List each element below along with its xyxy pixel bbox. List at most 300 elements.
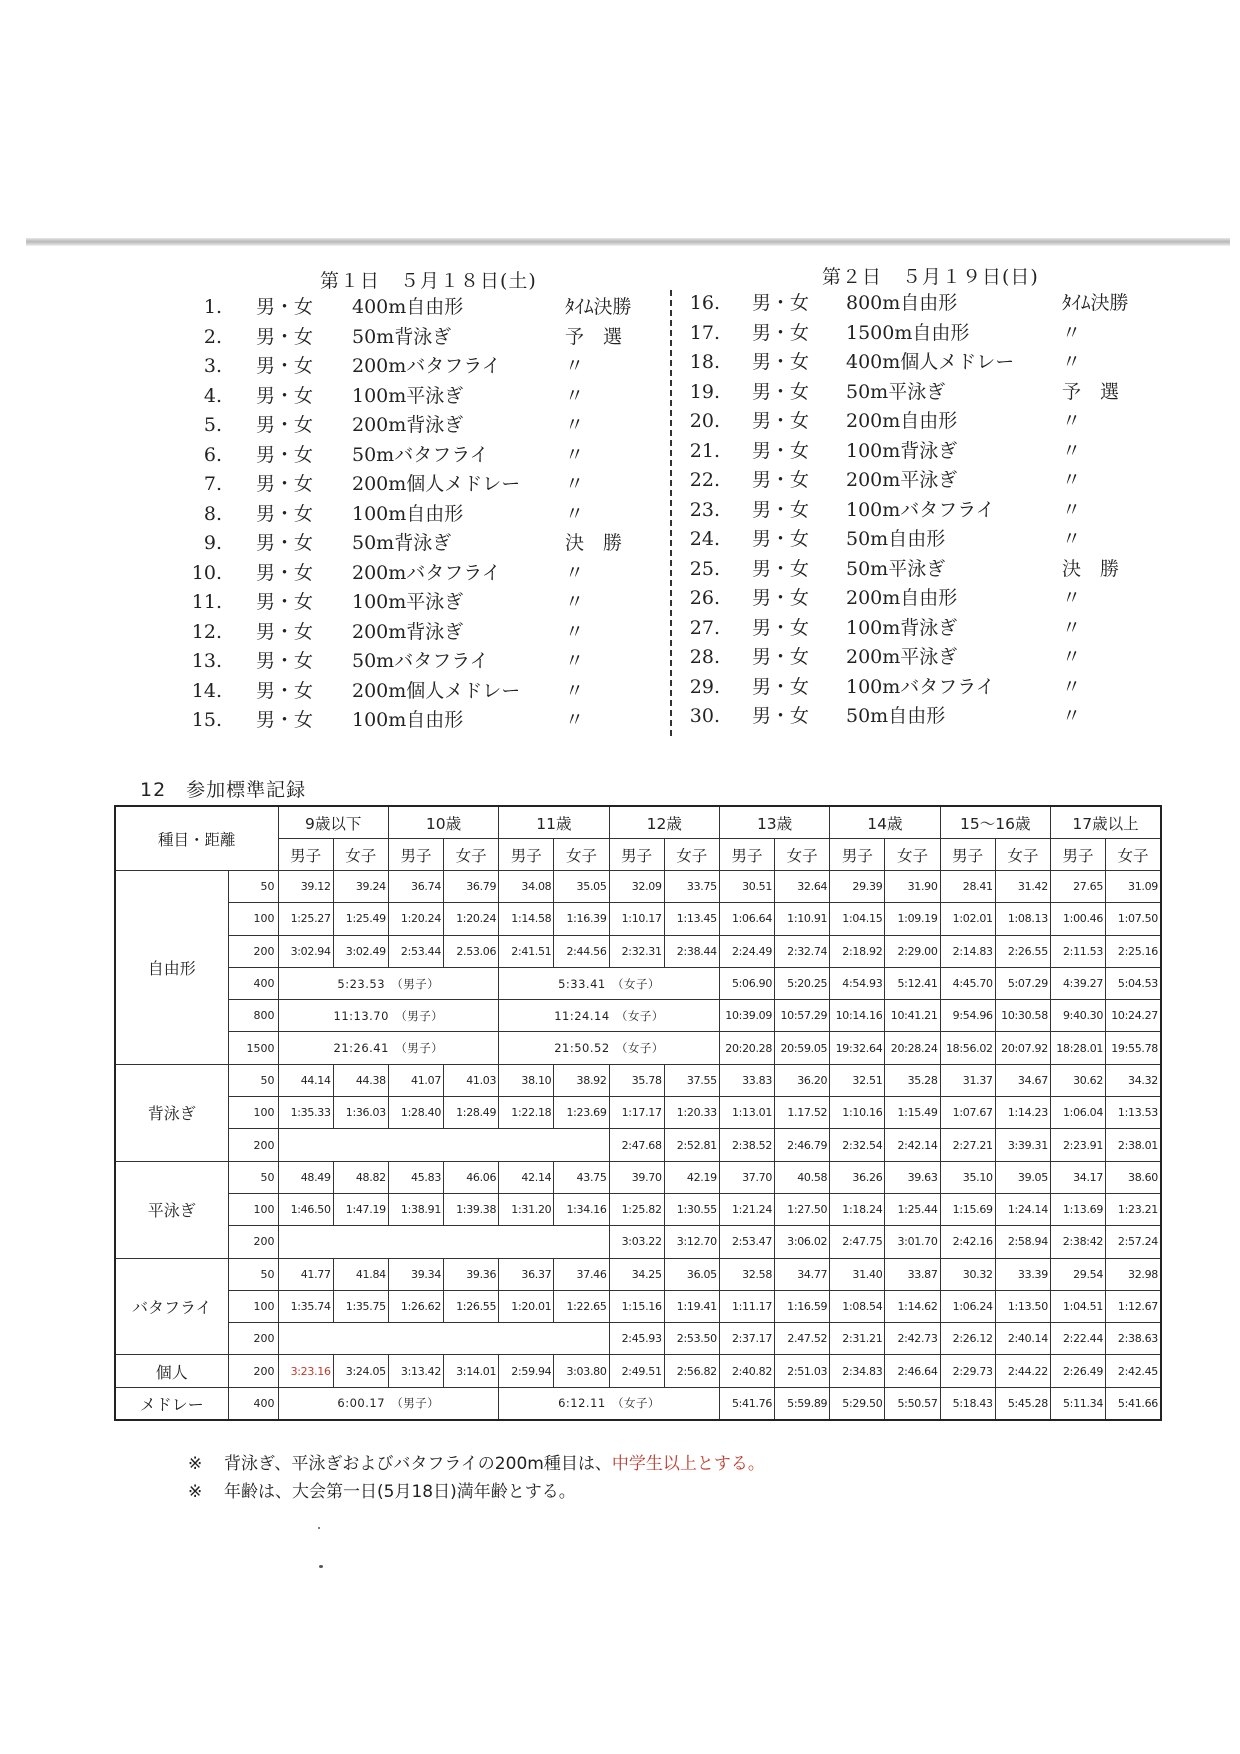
event-stage: 決 勝 <box>565 532 623 554</box>
event-sex: 男・女 <box>752 646 810 668</box>
record-time: 1:13.45 <box>664 903 719 935</box>
record-time: 2.47.52 <box>775 1323 830 1355</box>
record-time: 4:45.70 <box>940 967 995 999</box>
record-time: 1:38.91 <box>388 1193 443 1225</box>
record-time: 1:13.50 <box>995 1290 1050 1322</box>
record-time: 30.62 <box>1050 1064 1105 1096</box>
event-row <box>0 437 1240 467</box>
record-time: 1:11.17 <box>719 1290 774 1322</box>
event-name: 100mバタフライ <box>846 498 995 521</box>
distance: 1500 <box>228 1032 278 1064</box>
record-time: 2:37.17 <box>719 1323 774 1355</box>
record-time: 28.41 <box>940 871 995 903</box>
record-row <box>115 1193 1161 1225</box>
record-time: 3:13.42 <box>388 1355 443 1387</box>
event-number: 28. <box>689 646 720 668</box>
record-time: 36.26 <box>830 1161 885 1193</box>
record-time: 1:39.38 <box>444 1193 499 1225</box>
record-time: 10:41.21 <box>885 1000 940 1032</box>
standard-records-table-wrap <box>114 805 1162 1421</box>
record-time: 5:07.29 <box>995 967 1050 999</box>
record-time: 31.42 <box>995 871 1050 903</box>
header-female: 女子 <box>775 839 830 871</box>
event-stage: 〃 <box>1062 528 1082 550</box>
record-time: 1:26.62 <box>388 1290 443 1322</box>
event-name: 50mバタフライ <box>352 650 489 672</box>
record-time: 1:28.40 <box>388 1097 443 1129</box>
record-time: 39.05 <box>995 1161 1050 1193</box>
record-time: 41.07 <box>388 1064 443 1096</box>
record-time: 1:15.49 <box>885 1097 940 1129</box>
record-time: 45.83 <box>388 1161 443 1193</box>
record-time: 5:11.34 <box>1050 1387 1105 1420</box>
scan-edge-line <box>26 238 1230 246</box>
merged-record: 11:24.14 （女子） <box>499 1000 720 1032</box>
record-time: 3:06.02 <box>775 1226 830 1258</box>
event-name: 100m背泳ぎ <box>846 616 958 639</box>
event-sex: 男・女 <box>752 587 810 609</box>
record-time: 1:06.24 <box>940 1290 995 1322</box>
record-time: 2:42.73 <box>885 1323 940 1355</box>
record-time: 1:35.33 <box>278 1097 333 1129</box>
event-number: 19. <box>689 380 720 403</box>
event-stage: 予 選 <box>1062 380 1120 403</box>
record-time: 1:16.59 <box>775 1290 830 1322</box>
record-time: 3:14.01 <box>444 1355 499 1387</box>
record-time: 1:23.21 <box>1106 1193 1161 1225</box>
record-time: 34.77 <box>775 1258 830 1290</box>
event-row <box>0 584 1240 614</box>
event-stage: 〃 <box>1062 587 1082 609</box>
record-time: 20:20.28 <box>719 1032 774 1064</box>
record-time: 1:09.19 <box>885 903 940 935</box>
event-stage: 〃 <box>565 355 585 377</box>
event-row <box>0 466 1240 496</box>
merged-record: 11:13.70 （男子） <box>278 1000 499 1032</box>
event-sex: 男・女 <box>752 616 810 639</box>
event-name: 100m平泳ぎ <box>352 384 464 407</box>
event-stage: 〃 <box>565 620 585 643</box>
record-time: 34.17 <box>1050 1161 1105 1193</box>
event-stage: 〃 <box>1062 646 1082 668</box>
record-time: 2:56.82 <box>664 1355 719 1387</box>
record-row <box>115 1129 1161 1161</box>
event-number: 26. <box>689 587 720 609</box>
record-time: 5:45.28 <box>995 1387 1050 1420</box>
record-time: 2:53.47 <box>719 1226 774 1258</box>
distance: 50 <box>228 871 278 903</box>
event-name: 100mバタフライ <box>846 675 995 698</box>
event-row <box>0 525 1240 555</box>
distance: 50 <box>228 1064 278 1096</box>
record-time: 1:06.64 <box>719 903 774 935</box>
distance: 100 <box>228 1097 278 1129</box>
record-time: 44.38 <box>333 1064 388 1096</box>
record-time: 1:13.53 <box>1106 1097 1161 1129</box>
record-time: 35.78 <box>609 1064 664 1096</box>
record-time: 1:12.67 <box>1106 1290 1161 1322</box>
record-time: 3:02.49 <box>333 935 388 967</box>
event-name: 400m個人メドレー <box>846 351 1015 373</box>
record-time: 1:21.24 <box>719 1193 774 1225</box>
record-time: 5:06.90 <box>719 967 774 999</box>
event-row <box>0 643 1240 673</box>
record-time: 3:03.80 <box>554 1355 609 1387</box>
distance: 200 <box>228 935 278 967</box>
event-stage: 〃 <box>1062 469 1082 491</box>
record-time: 2:32.74 <box>775 935 830 967</box>
record-time: 2:51.03 <box>775 1355 830 1387</box>
header-age: 17歳以上 <box>1050 806 1161 839</box>
record-time: 33.87 <box>885 1258 940 1290</box>
note-text: 年齢は、大会第一日(5月18日)満年齢とする。 <box>224 1482 576 1502</box>
record-time: 2:29.00 <box>885 935 940 967</box>
record-time: 37.46 <box>554 1258 609 1290</box>
record-time: 31.90 <box>885 871 940 903</box>
event-name: 400m自由形 <box>352 296 464 318</box>
event-stage: 〃 <box>1062 675 1082 698</box>
record-time: 2:23.91 <box>1050 1129 1105 1161</box>
header-age: 11歳 <box>499 806 609 839</box>
event-number: 2. <box>203 325 222 348</box>
day1-title: 第１日 ５月１８日(土) <box>320 270 537 292</box>
header-age-row <box>115 806 1161 839</box>
event-name: 50mバタフライ <box>352 443 489 466</box>
record-time: 35.10 <box>940 1161 995 1193</box>
event-sex: 男・女 <box>256 591 314 613</box>
record-time: 5:59.89 <box>775 1387 830 1420</box>
record-time: 1:18.24 <box>830 1193 885 1225</box>
record-time: 32.98 <box>1106 1258 1161 1290</box>
record-time: 33.39 <box>995 1258 1050 1290</box>
record-row <box>115 1323 1161 1355</box>
event-number: 5. <box>203 414 222 436</box>
record-time: 1:04.51 <box>1050 1290 1105 1322</box>
record-time: 2:58.94 <box>995 1226 1050 1258</box>
record-time: 10:24.27 <box>1106 1000 1161 1032</box>
record-time: 38.92 <box>554 1064 609 1096</box>
empty-cell <box>278 1323 609 1355</box>
header-age: 10歳 <box>388 806 498 839</box>
record-time: 34.32 <box>1106 1064 1161 1096</box>
event-name: 50m背泳ぎ <box>352 325 452 348</box>
stroke-label: 平泳ぎ <box>115 1161 228 1258</box>
record-time: 34.08 <box>499 871 554 903</box>
distance: 400 <box>228 967 278 999</box>
record-time: 1:28.49 <box>444 1097 499 1129</box>
record-time: 41.84 <box>333 1258 388 1290</box>
distance: 100 <box>228 1193 278 1225</box>
stroke-label: 自由形 <box>115 871 228 1065</box>
record-time: 39.24 <box>333 871 388 903</box>
record-time: 42.19 <box>664 1161 719 1193</box>
record-time: 1:25.27 <box>278 903 333 935</box>
record-time: 36.20 <box>775 1064 830 1096</box>
record-time: 30.32 <box>940 1258 995 1290</box>
header-female: 女子 <box>1106 839 1161 871</box>
record-time: 1:22.18 <box>499 1097 554 1129</box>
record-time: 37.70 <box>719 1161 774 1193</box>
record-time: 2:26.49 <box>1050 1355 1105 1387</box>
distance: 200 <box>228 1226 278 1258</box>
record-time: 2:26.12 <box>940 1323 995 1355</box>
record-row <box>115 935 1161 967</box>
event-sex: 男・女 <box>256 679 314 702</box>
record-time: 10:14.16 <box>830 1000 885 1032</box>
record-time: 29.39 <box>830 871 885 903</box>
record-time: 2:14.83 <box>940 935 995 967</box>
scan-speck <box>318 1527 320 1529</box>
event-number: 29. <box>689 675 720 698</box>
record-time: 2:32.31 <box>609 935 664 967</box>
record-time: 19:32.64 <box>830 1032 885 1064</box>
header-male: 男子 <box>1050 839 1105 871</box>
record-time: 33.83 <box>719 1064 774 1096</box>
event-number: 1. <box>203 296 222 318</box>
event-name: 50m自由形 <box>846 528 946 550</box>
record-time: 5:04.53 <box>1106 967 1161 999</box>
record-time: 2:46.64 <box>885 1355 940 1387</box>
record-time: 33.75 <box>664 871 719 903</box>
event-number: 24. <box>689 528 720 550</box>
event-name: 50m自由形 <box>846 705 946 727</box>
record-time: 1:23.69 <box>554 1097 609 1129</box>
header-female: 女子 <box>995 839 1050 871</box>
event-number: 12. <box>191 620 222 643</box>
record-time: 1.17.52 <box>775 1097 830 1129</box>
record-time: 1:20.24 <box>388 903 443 935</box>
header-male: 男子 <box>278 839 333 871</box>
record-time: 41.03 <box>444 1064 499 1096</box>
record-time: 42.14 <box>499 1161 554 1193</box>
section-title: 12 参加標準記録 <box>140 779 307 801</box>
event-number: 16. <box>689 292 720 314</box>
event-sex: 男・女 <box>752 380 810 403</box>
record-time: 36.37 <box>499 1258 554 1290</box>
record-time: 2:24.49 <box>719 935 774 967</box>
day2-title: 第２日 ５月１９日(日) <box>822 266 1039 288</box>
event-sex: 男・女 <box>752 292 810 314</box>
record-time: 1:10.16 <box>830 1097 885 1129</box>
event-row <box>0 702 1240 732</box>
record-time: 2:59.94 <box>499 1355 554 1387</box>
header-male: 男子 <box>499 839 554 871</box>
event-number: 10. <box>191 561 222 584</box>
event-sex: 男・女 <box>256 355 314 377</box>
header-corner: 種目・距離 <box>115 806 278 871</box>
event-stage: 〃 <box>1062 498 1082 521</box>
record-time: 5:50.57 <box>885 1387 940 1420</box>
distance: 100 <box>228 903 278 935</box>
record-time: 2:38.44 <box>664 935 719 967</box>
event-stage: 予 選 <box>565 325 623 348</box>
event-row <box>0 407 1240 437</box>
record-time: 5:29.50 <box>830 1387 885 1420</box>
record-time: 1:35.74 <box>278 1290 333 1322</box>
record-time: 2:31.21 <box>830 1323 885 1355</box>
header-male: 男子 <box>940 839 995 871</box>
event-stage: 〃 <box>565 502 585 525</box>
record-time: 5:12.41 <box>885 967 940 999</box>
record-row <box>115 1290 1161 1322</box>
record-row <box>115 903 1161 935</box>
record-time: 27.65 <box>1050 871 1105 903</box>
record-time: 32.09 <box>609 871 664 903</box>
event-sex: 男・女 <box>752 469 810 491</box>
record-time: 1:24.14 <box>995 1193 1050 1225</box>
event-sex: 男・女 <box>752 705 810 727</box>
event-stage: 〃 <box>565 709 585 731</box>
event-name: 200mバタフライ <box>352 561 501 584</box>
event-sex: 男・女 <box>256 414 314 436</box>
event-name: 200m自由形 <box>846 587 958 609</box>
record-time: 34.67 <box>995 1064 1050 1096</box>
header-male: 男子 <box>388 839 443 871</box>
note-mark: ※ <box>188 1482 203 1502</box>
record-time: 1:10.91 <box>775 903 830 935</box>
event-sex: 男・女 <box>256 561 314 584</box>
record-time: 38.10 <box>499 1064 554 1096</box>
record-time: 2:25.16 <box>1106 935 1161 967</box>
note-line <box>188 1450 765 1478</box>
event-row <box>0 378 1240 408</box>
event-number: 15. <box>191 709 222 731</box>
event-sex: 男・女 <box>752 498 810 521</box>
header-male: 男子 <box>719 839 774 871</box>
event-row <box>0 673 1240 703</box>
note-line <box>188 1478 765 1506</box>
record-time: 2:47.68 <box>609 1129 664 1161</box>
record-time: 1:25.49 <box>333 903 388 935</box>
record-time: 18:28.01 <box>1050 1032 1105 1064</box>
event-number: 22. <box>689 469 720 491</box>
event-name: 100m背泳ぎ <box>846 439 958 462</box>
record-time: 1:47.19 <box>333 1193 388 1225</box>
record-time: 1:35.75 <box>333 1290 388 1322</box>
event-stage: 〃 <box>565 414 585 436</box>
record-time: 1:36.03 <box>333 1097 388 1129</box>
event-name: 200m自由形 <box>846 410 958 432</box>
record-time: 2:40.14 <box>995 1323 1050 1355</box>
record-time: 39.70 <box>609 1161 664 1193</box>
record-time: 1:10.17 <box>609 903 664 935</box>
record-time: 1:14.62 <box>885 1290 940 1322</box>
record-time: 2:27.21 <box>940 1129 995 1161</box>
record-time: 2:32.54 <box>830 1129 885 1161</box>
scan-speck <box>319 1565 323 1568</box>
event-number: 21. <box>689 439 720 462</box>
event-sex: 男・女 <box>256 620 314 643</box>
event-name: 50m背泳ぎ <box>352 532 452 554</box>
record-time: 1:06.04 <box>1050 1097 1105 1129</box>
empty-cell <box>278 1129 609 1161</box>
event-number: 18. <box>689 351 720 373</box>
record-time: 34.25 <box>609 1258 664 1290</box>
record-time: 41.77 <box>278 1258 333 1290</box>
merged-record: 21:26.41 （男子） <box>278 1032 499 1064</box>
event-row <box>0 555 1240 585</box>
record-time: 1:16.39 <box>554 903 609 935</box>
event-name: 800m自由形 <box>846 292 958 314</box>
stroke-label: バタフライ <box>115 1258 228 1355</box>
record-time: 2:40.82 <box>719 1355 774 1387</box>
event-row <box>0 289 1240 319</box>
record-time: 3:24.05 <box>333 1355 388 1387</box>
event-stage: 〃 <box>1062 410 1082 432</box>
event-name: 200m平泳ぎ <box>846 646 958 668</box>
record-time: 2:52.81 <box>664 1129 719 1161</box>
event-number: 20. <box>689 410 720 432</box>
record-time: 2:22.44 <box>1050 1323 1105 1355</box>
record-time: 1:31.20 <box>499 1193 554 1225</box>
event-sex: 男・女 <box>752 410 810 432</box>
event-row <box>0 348 1240 378</box>
record-time: 19:55.78 <box>1106 1032 1161 1064</box>
record-time: 36.05 <box>664 1258 719 1290</box>
record-time: 5:20.25 <box>775 967 830 999</box>
record-time: 2:57.24 <box>1106 1226 1161 1258</box>
event-name: 1500m自由形 <box>846 321 970 344</box>
record-time: 2:38.52 <box>719 1129 774 1161</box>
event-stage: 〃 <box>565 473 585 495</box>
record-time: 20:07.92 <box>995 1032 1050 1064</box>
record-time: 32.51 <box>830 1064 885 1096</box>
distance: 800 <box>228 1000 278 1032</box>
event-stage: 〃 <box>1062 616 1082 639</box>
merged-record: 5:33.41 （女子） <box>499 967 720 999</box>
record-row <box>115 871 1161 903</box>
header-age: 15～16歳 <box>940 806 1050 839</box>
record-row <box>115 1355 1161 1387</box>
record-time: 39.63 <box>885 1161 940 1193</box>
day2-event-list <box>0 289 1240 732</box>
record-time: 2.53.06 <box>444 935 499 967</box>
record-time: 1:13.69 <box>1050 1193 1105 1225</box>
distance: 50 <box>228 1161 278 1193</box>
record-time: 2:34.83 <box>830 1355 885 1387</box>
record-row <box>115 967 1161 999</box>
record-time: 2:42.45 <box>1106 1355 1161 1387</box>
event-stage: 〃 <box>1062 439 1082 462</box>
record-time: 31.09 <box>1106 871 1161 903</box>
event-number: 27. <box>689 616 720 639</box>
event-number: 11. <box>191 591 222 613</box>
record-time: 5:18.43 <box>940 1387 995 1420</box>
record-row <box>115 1097 1161 1129</box>
event-sex: 男・女 <box>256 384 314 407</box>
record-time: 2:18.92 <box>830 935 885 967</box>
event-stage: ﾀｲﾑ決勝 <box>1062 292 1129 314</box>
header-age: 12歳 <box>609 806 719 839</box>
record-time: 30.51 <box>719 871 774 903</box>
record-time: 36.74 <box>388 871 443 903</box>
header-age: 9歳以下 <box>278 806 388 839</box>
event-number: 17. <box>689 321 720 344</box>
record-time: 1:30.55 <box>664 1193 719 1225</box>
record-time: 39.12 <box>278 871 333 903</box>
record-time: 1:25.82 <box>609 1193 664 1225</box>
record-time: 1:22.65 <box>554 1290 609 1322</box>
distance: 200 <box>228 1355 278 1387</box>
header-female: 女子 <box>444 839 499 871</box>
record-time: 18:56.02 <box>940 1032 995 1064</box>
record-time: 10:39.09 <box>719 1000 774 1032</box>
note-text: 背泳ぎ、平泳ぎおよびバタフライの200m種目は、 <box>224 1454 612 1474</box>
record-time: 3:01.70 <box>885 1226 940 1258</box>
note-highlight: 中学生以上とする。 <box>611 1454 765 1474</box>
record-time: 1:02.01 <box>940 903 995 935</box>
event-sex: 男・女 <box>256 473 314 495</box>
